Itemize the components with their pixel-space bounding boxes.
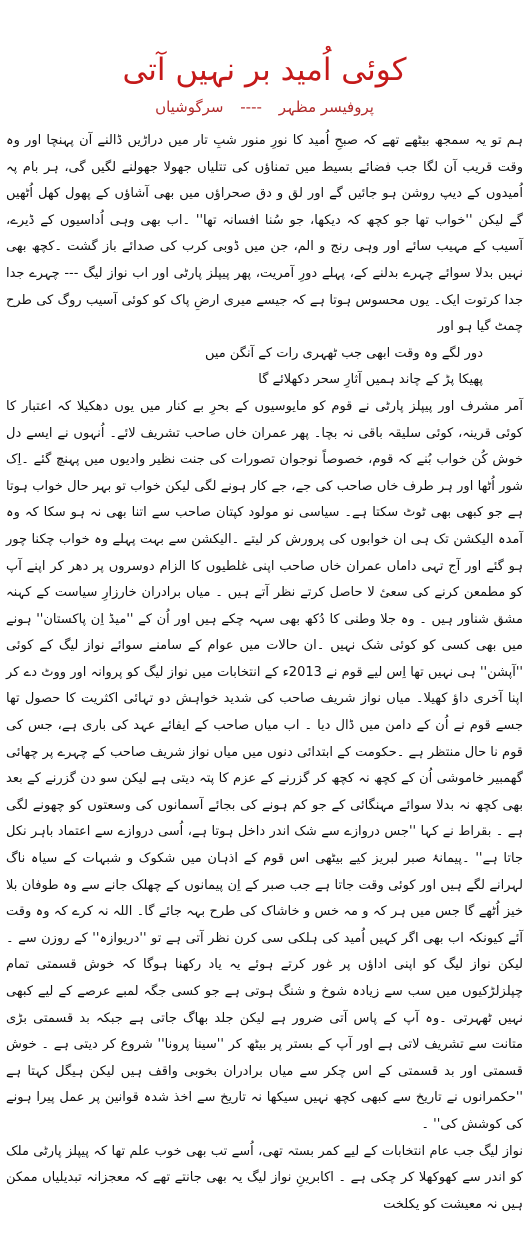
- poem-line-1: دور لگے وہ وقت ابھی جب ٹھہری رات کے آنگن میں: [204, 345, 483, 361]
- article-body: [6, 128, 523, 1218]
- column-name: سرگوشیاں: [155, 98, 224, 116]
- paragraph-3: نواز لیگ جب عام انتخابات کے لیے کمر بستہ تھی، اُسے تب بھی خوب علم تھا کہ پیپلز پارٹی ملک کو اندر سے کھوکھلا کر چکی ہے ۔ اکابرینِ نواز لیگ یہ بھی جانتے تھے کہ معجزانہ تبدیلیاں ممکن ہیں نہ معیشت کو یکلخت: [6, 1143, 523, 1212]
- byline-separator: ----: [240, 98, 262, 116]
- article-title: کوئی اُمید بر نہیں آتی: [122, 52, 407, 88]
- author-name: پروفیسر مظہر: [278, 98, 374, 116]
- paragraph-2: آمر مشرف اور پیپلز پارٹی نے قوم کو مایوسیوں کے بحرِ بے کنار میں یوں دھکیلا کہ اعتبار کا کوئی قرینہ، کوئی سلیقہ باقی نہ بچا۔ پھر عمران خاں صاحب تشریف لائے۔ اُنہوں نے ایسے دل خوش کُن خواب بُنے کہ قوم، خصوصاً نوجوان تصورات کی جنت نظیر وادیوں میں پہنچ گئے ۔اِک شور اُٹھا اور ہر طرف خاں صاحب کی جے، جے کار ہونے لگی لیکن خواب تو بہر حال خواب ہوتا ہے جو کبھی بھی ٹوٹ سکتا ہے۔ سیاسی نو مولود کپتان صاحب سے اتنا بھی نہ ہو سکا کہ وہ آمدہ الیکشن تک ہی ان خوابوں کی پرورش کر لیتے ۔الیکشن سے بہت پہلے وہ خواب چکنا چور ہو گئے اور آج تہی داماں عمران خاں صاحب اپنی غلطیوں کا الزام دوسروں پر دھر کر اپنے آپ کو مطمعن کرنے کی سعیٔ لا حاصل کرتے نظر آتے ہیں ۔ میاں برادران خارزارِ سیاست کے کہنہ مشق شناور ہیں ۔ وہ جلا وطنی کا دُکھ بھی سہہ چکے ہیں اور اُن کے ''میڈ اِن پاکستان'' ہونے میں بھی کسی کو کوئی شک نہیں ۔ان حالات میں عوام کے سامنے سوائے نواز لیگ کے کوئی ''آپشن'' ہی نہیں تھا اِس لیے قوم نے 2013ء کے انتخابات میں نواز لیگ کو پروانہ اور ووٹ دے کر اپنا آخری داؤ کھیلا۔ میاں نواز شریف صاحب کی شدید خواہش دو تہائی اکثریت کا حصول تھا جسے قوم نے اُن کے دامن میں ڈال دیا ۔ اب میاں صاحب کے ایفائے عہد کی باری ہے، جس کی قوم نا حال منتظر ہے ۔حکومت کے ابتدائی دنوں میں میاں نواز شریف صاحب کے چہرے پر چھائی گھمبیر خاموشی اُن کے کچھ نہ کچھ کر گزرنے کے عزم کا پتہ دیتی ہے لیکن سو دن گزرنے کے بعد بھی کچھ نہ بدلا سوائے مہنگائی کے جو کم ہونے کی بجائے آسمانوں کی وسعتوں کو چھونے لگی ہے ۔ بقراط نے کہا ''جس دروازے سے شک اندر داخل ہوتا ہے، اُسی دروازے سے اعتماد باہر نکل جاتا ہے'' ۔پیمانۂ صبر لبریز کیے بیٹھی اس قوم کے اذہان میں شکوک و شبہات کے سیاہ ناگ لہرانے لگے ہیں اور کوئی وقت جاتا ہے جب صبر کے اِن پیمانوں کے چھلک جانے سے وہ طوفان بلا خیز اُٹھے گا جس میں ہر کہ و مہ خس و خاشاک کی طرح بہہ جائے گا۔ اللہ نہ کرے کہ وہ وقت آئے کیونکہ اب بھی اگر کہیں اُمید کی ہلکی سی کرن نظر آتی ہے تو ''دریوازہ'' کے روزن سے ۔لیکن نواز لیگ کو اپنی اداؤں پر غور کرتے ہوئے یہ یاد رکھنا ہوگا کہ خوش قسمتی تمام چپلزلڑکیوں میں سب سے زیادہ شوخ و شنگ ہوتی ہے جو کسی جگہ لمبے عرصے کے لیے کبھی نہیں ٹھہرتی ۔وہ آپ کے پاس آتی ضرور ہے لیکن جلد بھاگ جاتی ہے جبکہ بد قسمتی بڑی متانت سے تشریف لاتی ہے اور آپ کے بستر پر بیٹھ کر ''سینا پرونا'' شروع کر دیتی ہے ۔ خوش قسمتی اور بد قسمتی کے اس چکر سے میاں برادران بخوبی واقف ہیں لیکن ہیگل کہتا ہے ''حکمرانوں نے تاریخ سے کبھی کچھ نہیں سیکھا نہ تاریخ سے اخذ شدہ قوانین پر عمل پیرا ہونے کی کوشش کی'' ۔: [6, 398, 523, 1132]
- byline: [0, 95, 529, 119]
- paragraph-1: ہم تو یہ سمجھ بیٹھے تھے کہ صبحِ اُمید کا نورِ منور شبِ تار میں دراڑیں ڈالنے آن پہنچا اور وہ وقت قریب آن لگا جب فضائے بسیط میں تمناؤں کی تتلیاں جھولا جھولنے لگیں گی، ہر بام پہ اُمیدوں کے دیپ روشن ہو جائیں گے اور لق و دق صحراؤں میں بھی آشاؤں کے پھول کھل اُٹھیں گے لیکن ''خواب تھا جو کچھ کہ دیکھا، جو سُنا افسانہ تھا'' ۔اب بھی وہی اُداسیوں کے ڈیرے، آسیب کے مہیب سائے اور وہی رنج و الم، جن میں ڈوبی کرب کی صدائے باز گشت ۔کچھ بھی نہیں بدلا سوائے چہرے بدلنے کے، پہلے دورِ آمریت، پھر پیپلز پارٹی اور اب نواز لیگ --- چہرے جدا جدا کرتوت ایک۔ یوں محسوس ہوتا ہے کہ جیسے میری ارضِ پاک کو کوئی آسیب روگ کی طرح چمٹ گیا ہو اور: [6, 133, 523, 335]
- poem-line-2: پھیکا پڑ کے چاند ہمیں آثارِ سحر دکھلائے گا: [258, 372, 483, 388]
